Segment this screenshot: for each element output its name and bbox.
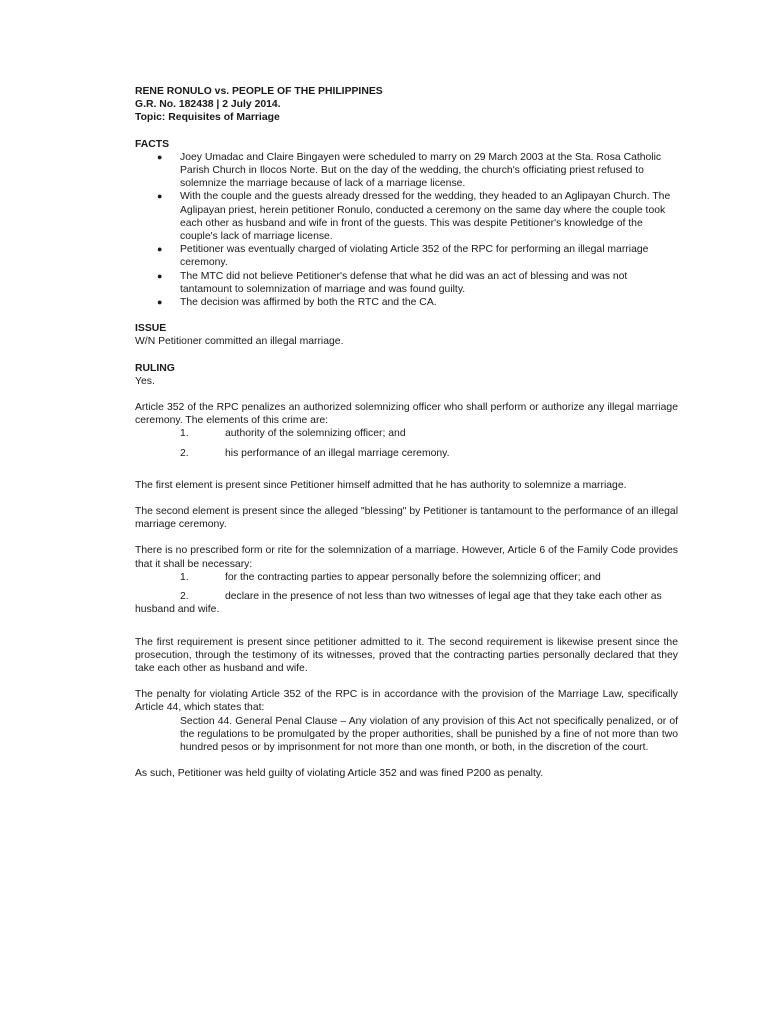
element-item: 2. his performance of an illegal marriage ceremony. [180, 447, 450, 459]
requirement-item: 2. declare in the presence of not less than two witnesses of legal age that they take each other as husband and wife. [135, 591, 662, 616]
issue-heading: ISSUE [135, 323, 167, 335]
ruling-paragraph-article-352: Article 352 of the RPC penalizes an authorized solemnizing officer who shall perform or authorize any illegal marriage ceremony. The elements of this crime are: [135, 402, 678, 427]
bullet-icon: ● [157, 191, 163, 202]
ruling-heading: RULING [135, 362, 175, 374]
requirements-list [135, 571, 678, 617]
ruling-paragraph-conclusion: As such, Petitioner was held guilty of violating Article 352 and was fined P200 as penalty. [135, 768, 544, 780]
fact-item: ● With the couple and the guests already dressed for the wedding, they headed to an Aglipayan Church. The Aglipayan priest, herein petitioner Ronulo, conducted a ceremony on the same day where the couple took each other as husband and wife in front of the guests. This was despite Petitioner's knowledge of the couple's lack of marriage license. [157, 191, 671, 243]
ruling-paragraph-second-element: The second element is present since the alleged "blessing" by Petitioner is tantamount to the performance of an illegal marriage ceremony. [135, 506, 678, 531]
bullet-icon: ● [157, 270, 163, 281]
fact-item: ● Joey Umadac and Claire Bingayen were scheduled to marry on 29 March 2003 at the Sta. Rosa Catholic Parish Church in Ilocos Norte. But on the day of the wedding, the church's officiating priest refused to solemnize the marriage because of lack of a marriage license. [157, 151, 662, 190]
facts-heading: FACTS [135, 138, 170, 150]
requirement-item: 1. for the contracting parties to appear personally before the solemnizing officer; and [180, 571, 601, 583]
ruling-paragraph-family-code: There is no prescribed form or rite for the solemnization of a marriage. However, Article 6 of the Family Code provides that it shall be necessary: [135, 545, 678, 570]
ruling-paragraph-requirements-met: The first requirement is present since petitioner admitted to it. The second requirement is likewise present since the prosecution, through the testimony of its witnesses, proved that the contracting parties personally declared that they take each other as husband and wife. [135, 636, 678, 674]
case-title: RENE RONULO vs. PEOPLE OF THE PHILIPPINES [135, 86, 383, 97]
section-44-quote: Section 44. General Penal Clause – Any violation of any provision of this Act not specifically penalized, or of the regulations to be promulgated by the proper authorities, shall be punished by a fine of not more than two hundred pesos or by imprisonment for not more than one month, or both, in the discretion of the court. [180, 715, 678, 753]
bullet-icon: ● [157, 244, 163, 255]
bullet-icon: ● [157, 151, 163, 162]
ruling-paragraph-first-element: The first element is present since Petitioner himself admitted that he has authority to solemnize a marriage. [135, 479, 627, 491]
case-gr-number: G.R. No. 182438 | 2 July 2014. [135, 99, 281, 111]
elements-list [135, 427, 678, 459]
issue-text: W/N Petitioner committed an illegal marriage. [135, 336, 344, 348]
ruling-answer: Yes. [135, 375, 155, 387]
fact-item: ● The decision was affirmed by both the RTC and the CA. [157, 297, 437, 309]
ruling-paragraph-penalty: The penalty for violating Article 352 of the RPC is in accordance with the provision of the Marriage Law, specifically Article 44, which states that: [135, 689, 678, 714]
facts-list [135, 151, 678, 309]
case-topic: Topic: Requisites of Marriage [135, 112, 280, 124]
fact-item: ● Petitioner was eventually charged of violating Article 352 of the RPC for performing an illegal marriage ceremony. [157, 244, 649, 269]
element-item: 1. authority of the solemnizing officer; and [180, 428, 406, 440]
fact-item: ● The MTC did not believe Petitioner's defense that what he did was an act of blessing and was not tantamount to solemnization of marriage and was found guilty. [157, 270, 628, 295]
bullet-icon: ● [157, 297, 163, 308]
